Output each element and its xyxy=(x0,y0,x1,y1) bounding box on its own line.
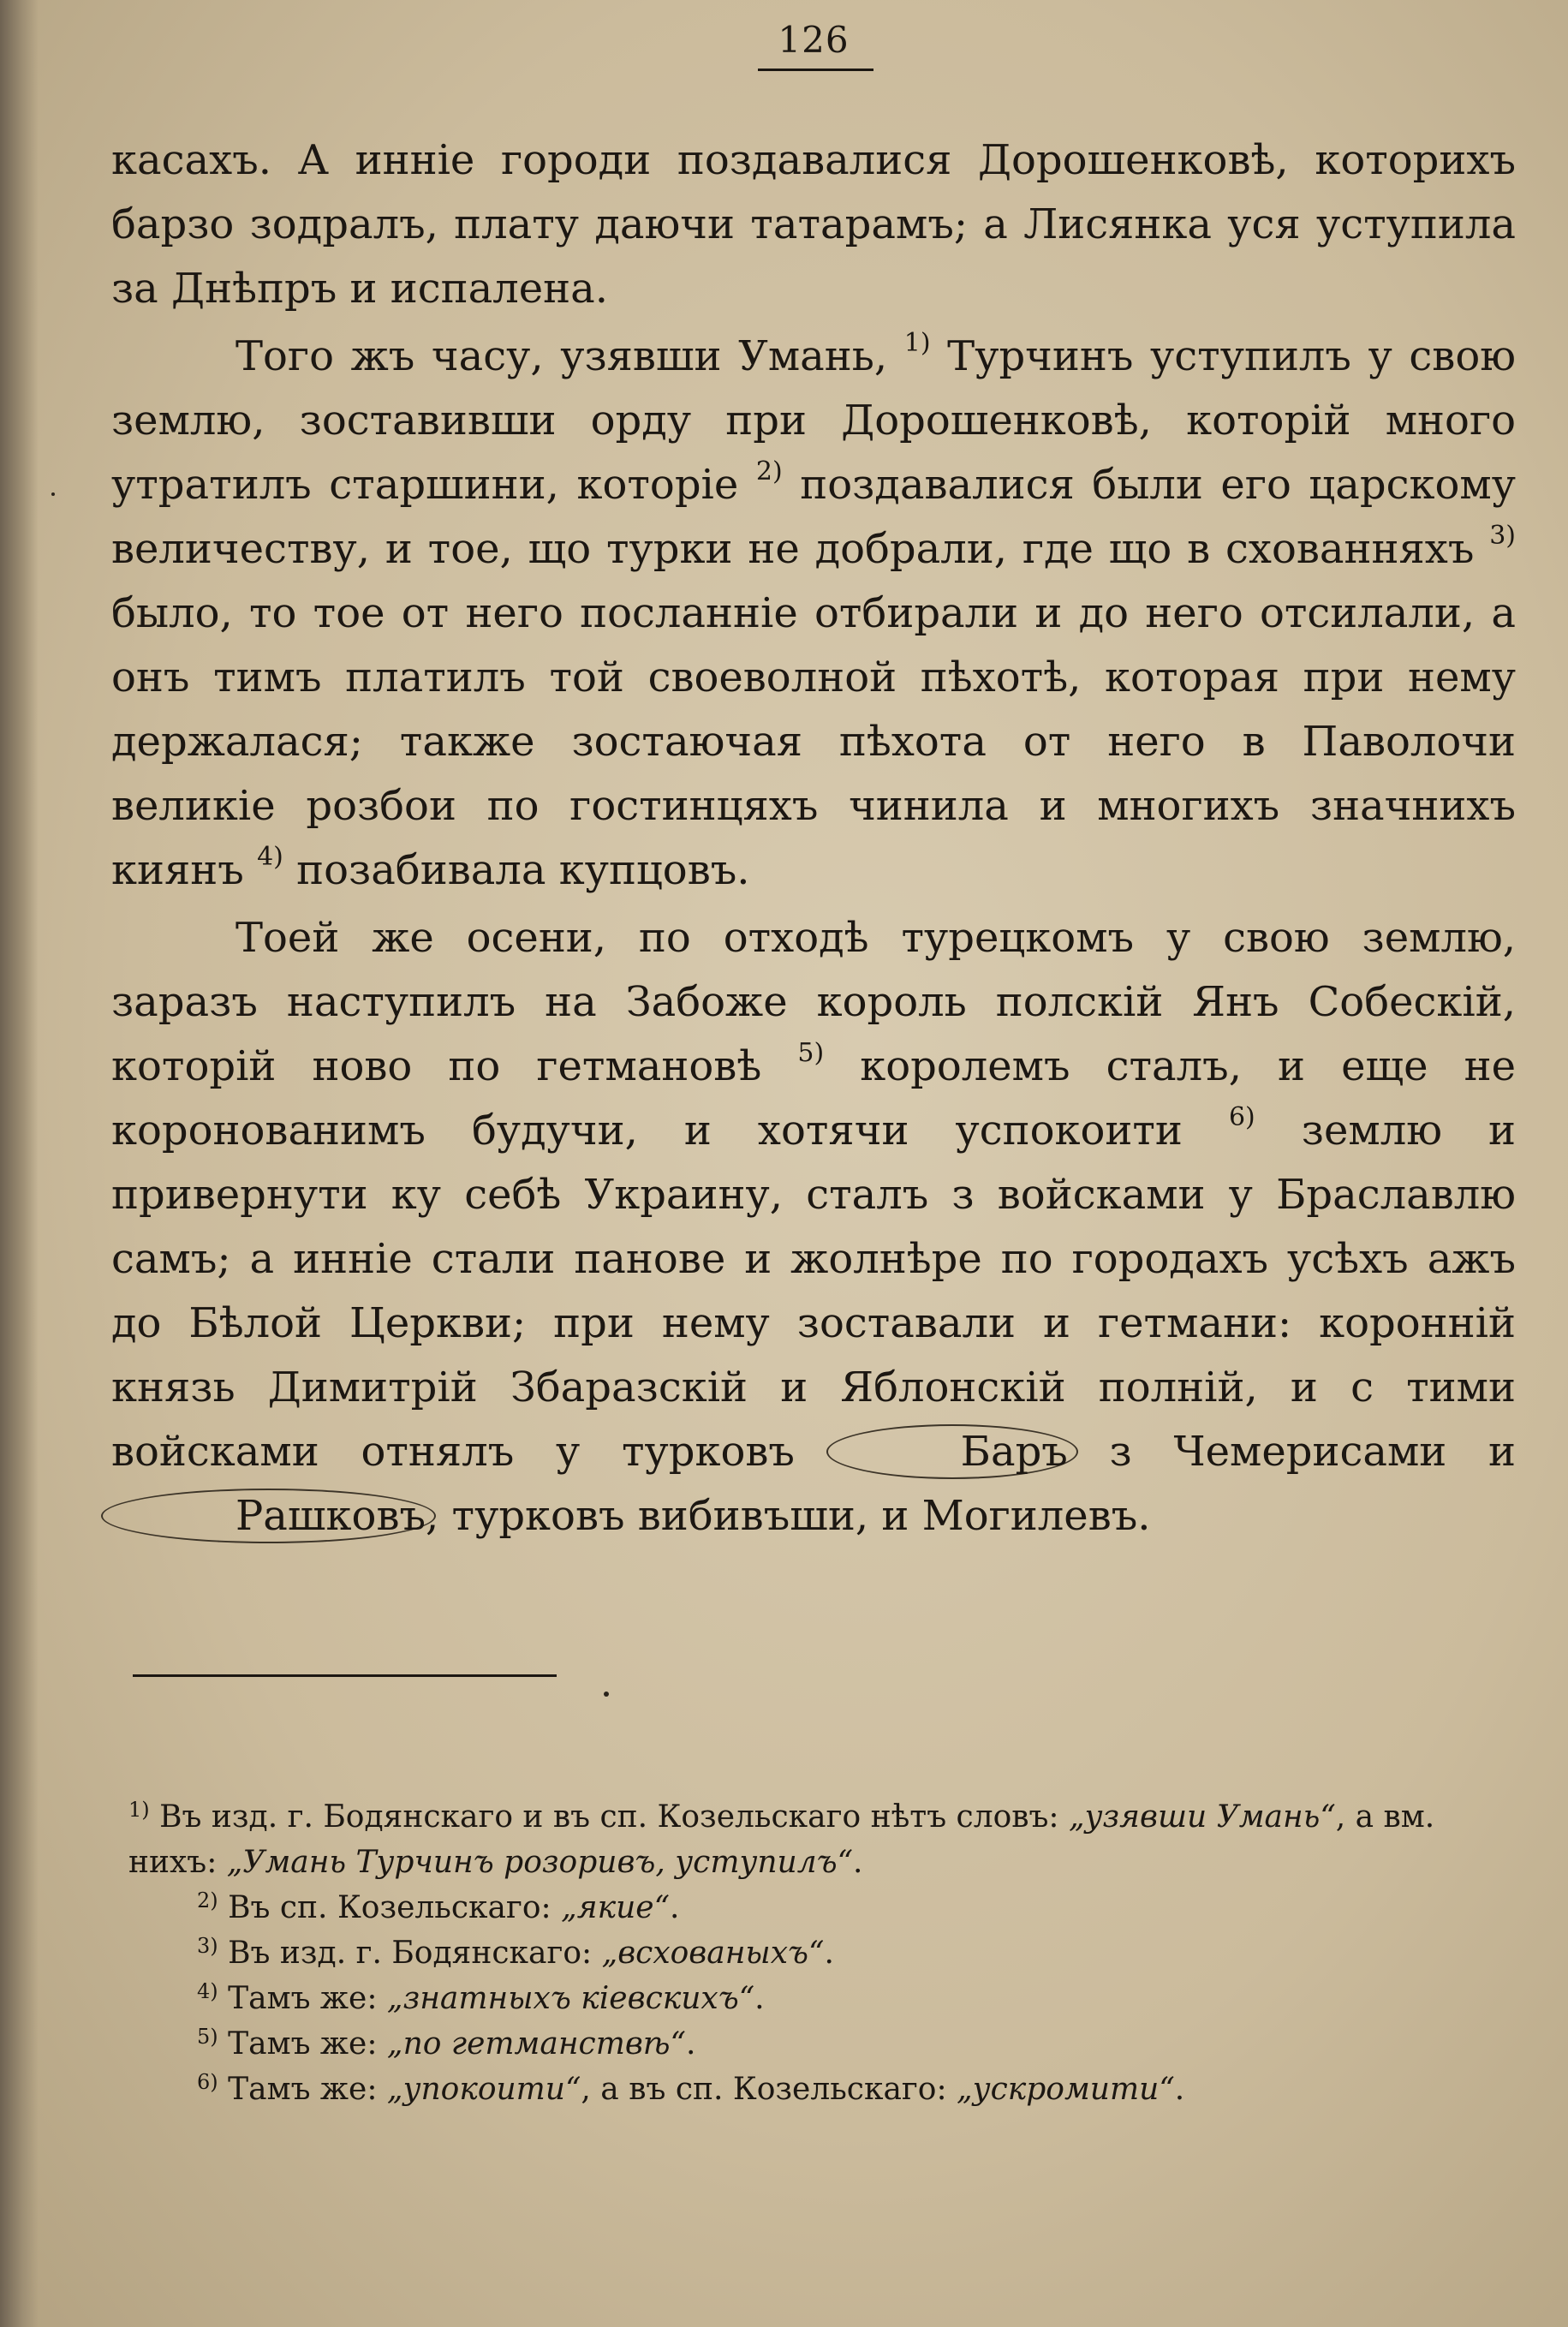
quoted-text: „ускромити“ xyxy=(957,2072,1175,2107)
quoted-text: „якие“ xyxy=(561,1890,671,1925)
text-run: . xyxy=(824,1936,834,1971)
text-run: . xyxy=(685,2026,696,2061)
footnote-mark: 4) xyxy=(197,1979,218,2003)
text-run: Тоей же осени, по отходѣ турецкомъ у свою землю, заразъ наступилъ на Забоже король полскій Янъ Собескій, которій ново по гетмановѣ xyxy=(111,914,1516,1090)
quoted-text: „всхованыхъ“ xyxy=(601,1936,825,1971)
footnote-reference: 1) xyxy=(903,328,931,358)
text-run: было, то тое от него посланніе отбирали и до него отсилали, а онъ тимъ платилъ той своеволной пѣхотѣ, которая при нему держалася; также зостаючая пѣхота от него в Паволочи великіе розбои по гостинцяхъ чинила и многихъ значнихъ киянъ xyxy=(111,589,1516,894)
paragraph xyxy=(111,128,1516,321)
footnote-mark: 5) xyxy=(197,2025,218,2049)
footnote-reference: 5) xyxy=(797,1038,825,1068)
footnote-reference: 4) xyxy=(257,842,283,872)
text-run: , а въ сп. Козельскаго: xyxy=(581,2072,957,2107)
text-run: касахъ. А инніе городи поздавалися Дорошенковѣ, которихъ барзо зодралъ, плату даючи татарамъ; а Лисянка уся уступила за Днѣпръ и испалена. xyxy=(111,136,1516,313)
text-run: Въ сп. Козельскаго: xyxy=(228,1890,562,1925)
footnote xyxy=(128,1930,1516,1976)
text-run: Въ изд. г. Бодянскаго: xyxy=(228,1936,602,1971)
text-run: . xyxy=(853,1845,863,1880)
text-run: Того жъ часу, узявши Умань, xyxy=(235,332,904,380)
quoted-text: „упокоити“ xyxy=(386,2072,581,2107)
text-run: , турковъ вибивъши, и Могилевъ. xyxy=(426,1492,1151,1540)
footnote xyxy=(128,1794,1516,1885)
page-number-underline xyxy=(758,69,873,71)
footnote-mark: 3) xyxy=(197,1934,218,1958)
quoted-text: „по гетманствѣ“ xyxy=(386,2026,686,2061)
text-run: позабивала купцовъ. xyxy=(283,846,750,894)
ink-speck xyxy=(604,1692,609,1697)
footnote xyxy=(128,2021,1516,2067)
text-run: . xyxy=(670,1890,680,1925)
text-run: Тамъ же: xyxy=(228,1981,387,2016)
paragraph xyxy=(111,906,1516,1548)
text-run: Турчинъ уступилъ у свою землю, зоставивши орду при Дорошенковѣ, которій много утратилъ старшини, которіе xyxy=(111,332,1517,509)
quoted-text: „узявши Умань“ xyxy=(1069,1799,1336,1835)
footnote-mark: 2) xyxy=(197,1888,218,1912)
circled-word: Рашковъ xyxy=(101,1489,436,1543)
footnote-mark: 6) xyxy=(197,2070,218,2094)
ink-speck xyxy=(51,492,55,496)
text-run: , а вм. нихъ: xyxy=(128,1799,1435,1880)
text-run: . xyxy=(1174,2072,1185,2107)
footnote-reference: 3) xyxy=(1489,521,1516,551)
paragraph xyxy=(111,325,1516,903)
footnote xyxy=(128,1976,1516,2021)
page-gutter-shadow xyxy=(0,0,39,2327)
text-run: . xyxy=(754,1981,765,2016)
page-number: 126 xyxy=(778,19,850,61)
text-run: поздавалися были его царскому величеству, и тое, що турки не добрали, где що в схованняхъ xyxy=(111,461,1517,573)
quoted-text: „знатныхъ кіевскихъ“ xyxy=(386,1981,755,2016)
footnote-reference: 6) xyxy=(1228,1102,1255,1132)
footnote-separator xyxy=(133,1674,557,1677)
text-run: землю и привернути ку себѣ Украину, сталъ з войсками у Браславлю самъ; а инніе стали панове и жолнѣре по городахъ усѣхъ ажъ до Бѣлой Церкви; при нему зоставали и гетмани: коронній князь Димитрій Збаразскій и Яблонскій полній, и с тими войсками отнялъ у турковъ xyxy=(111,1107,1516,1476)
text-run: королемъ сталъ, и еще не коронованимъ будучи, и хотячи успокоити xyxy=(111,1042,1517,1155)
footnote xyxy=(128,1885,1516,1930)
text-run: Тамъ же: xyxy=(228,2026,387,2061)
text-run: з Чемерисами и xyxy=(1067,1428,1516,1476)
footnote-mark: 1) xyxy=(128,1798,150,1822)
footnote xyxy=(128,2067,1516,2112)
main-text xyxy=(111,128,1516,1548)
footnote-reference: 2) xyxy=(755,456,783,486)
footnotes xyxy=(128,1794,1516,2112)
text-run: Тамъ же: xyxy=(228,2072,387,2107)
quoted-text: „Умань Турчинъ розоривъ, уступилъ“ xyxy=(226,1845,854,1880)
text-run: Въ изд. г. Бодянскаго и въ сп. Козельскаго нѣтъ словъ: xyxy=(159,1799,1069,1835)
circled-word: Баръ xyxy=(826,1424,1078,1479)
